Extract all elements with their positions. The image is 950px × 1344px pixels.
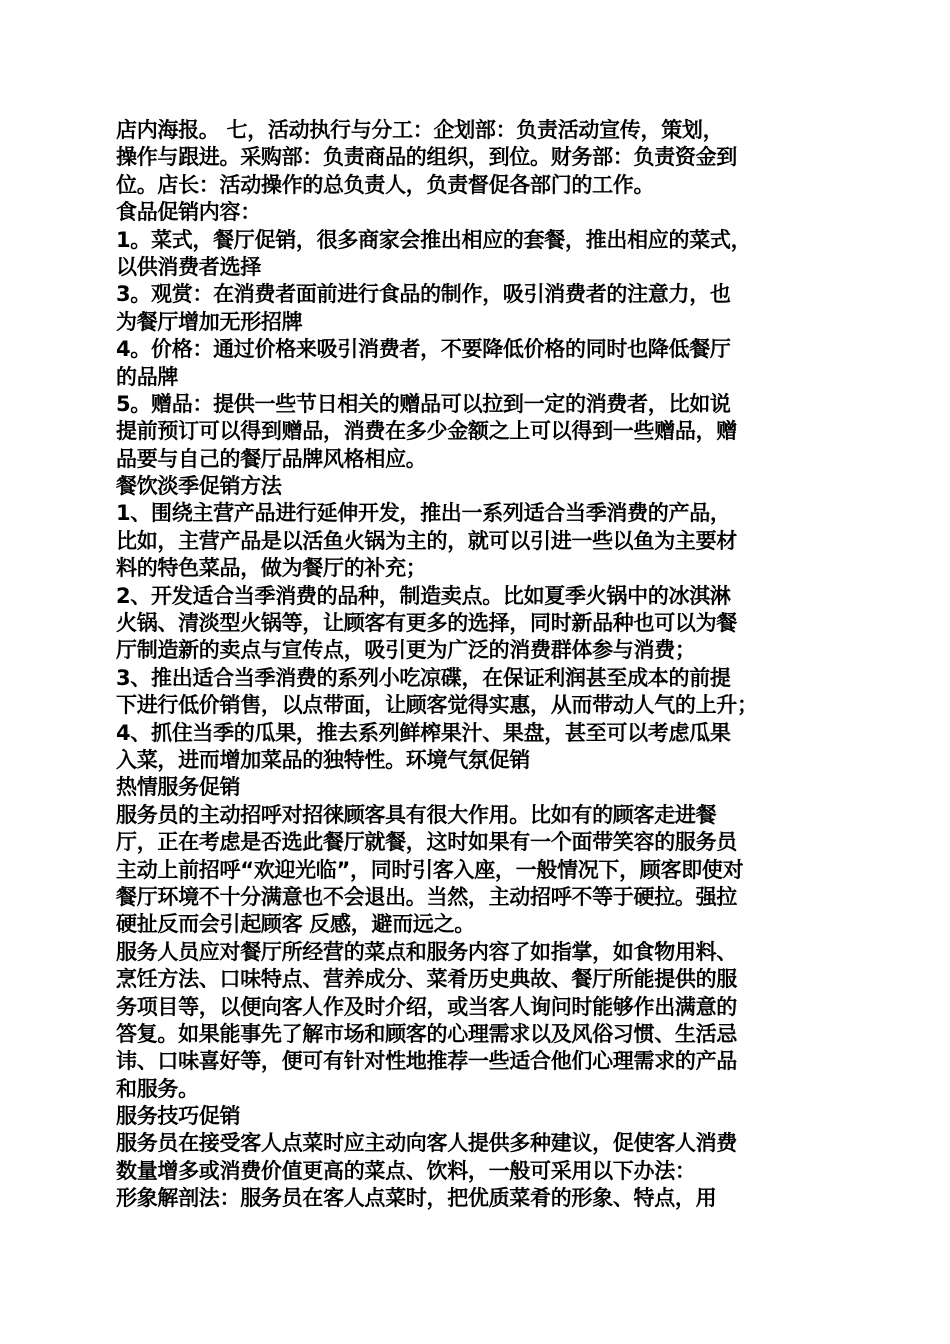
text-line: 热情服务促销 <box>116 775 241 800</box>
text-line: 服务技巧促销 <box>116 1104 241 1129</box>
document-body <box>116 117 846 1213</box>
text-line: 1。菜式，餐厅促销，很多商家会推出相应的套餐，推出相应的菜式， <box>116 227 752 252</box>
text-line: 和服务。 <box>116 1076 199 1101</box>
text-line: 食品促销内容： <box>116 200 261 225</box>
text-line: 餐厅环境不十分满意也不会退出。当然，主动招呼不等于硬拉。强拉 <box>116 884 737 909</box>
text-line: 操作与跟进。采购部：负责商品的组织，到位。财务部：负责资金到 <box>116 145 737 170</box>
text-line: 品要与自己的餐厅品牌风格相应。 <box>116 446 427 471</box>
text-line: 位。店长：活动操作的总负责人，负责督促各部门的工作。 <box>116 172 655 197</box>
text-line: 数量增多或消费价值更高的菜点、饮料，一般可采用以下办法： <box>116 1158 696 1183</box>
text-line: 料的特色菜品，做为餐厅的补充； <box>116 556 427 581</box>
text-line: 餐饮淡季促销方法 <box>116 474 282 499</box>
text-line: 的品牌 <box>116 364 179 389</box>
text-line: 4。价格：通过价格来吸引消费者，不要降低价格的同时也降低餐厅 <box>116 337 731 362</box>
text-line: 服务员的主动招呼对招徕顾客具有很大作用。比如有的顾客走进餐 <box>116 802 717 827</box>
text-line: 烹饪方法、口味特点、营养成分、菜肴历史典故、餐厅所能提供的服 <box>116 967 737 992</box>
text-line: 3。观赏：在消费者面前进行食品的制作，吸引消费者的注意力，也 <box>116 282 731 307</box>
text-line: 主动上前招呼“欢迎光临”，同时引客入座，一般情况下，顾客即使对 <box>116 857 744 882</box>
text-line: 形象解剖法：服务员在客人点菜时，把优质菜肴的形象、特点，用 <box>116 1186 717 1211</box>
text-line: 硬扯反而会引起顾客 反感，避而远之。 <box>116 912 475 937</box>
text-line: 务项目等，以便向客人作及时介绍，或当客人询问时能够作出满意的 <box>116 994 737 1019</box>
text-line: 3、推出适合当季消费的系列小吃凉碟，在保证利润甚至成本的前提 <box>116 665 731 690</box>
text-line: 下进行低价销售，以点带面，让顾客觉得实惠，从而带动人气的上升； <box>116 693 758 718</box>
text-line: 入菜，进而增加菜品的独特性。环境气氛促销 <box>116 747 530 772</box>
text-line: 以供消费者选择 <box>116 254 261 279</box>
text-line: 火锅、清淡型火锅等，让顾客有更多的选择，同时新品种也可以为餐 <box>116 611 737 636</box>
text-line: 4、抓住当季的瓜果，推去系列鲜榨果汁、果盘，甚至可以考虑瓜果 <box>116 720 731 745</box>
text-line: 为餐厅增加无形招牌 <box>116 309 303 334</box>
text-line: 答复。如果能事先了解市场和顾客的心理需求以及风俗习惯、生活忌 <box>116 1021 737 1046</box>
text-line: 厅制造新的卖点与宣传点，吸引更为广泛的消费群体参与消费； <box>116 638 696 663</box>
text-line: 服务员在接受客人点菜时应主动向客人提供多种建议，促使客人消费 <box>116 1131 737 1156</box>
text-line: 厅，正在考虑是否选此餐厅就餐，这时如果有一个面带笑容的服务员 <box>116 830 737 855</box>
text-line: 比如，主营产品是以活鱼火锅为主的，就可以引进一些以鱼为主要材 <box>116 528 737 553</box>
text-line: 2、开发适合当季消费的品种，制造卖点。比如夏季火锅中的冰淇淋 <box>116 583 731 608</box>
text-line: 5。赠品：提供一些节日相关的赠品可以拉到一定的消费者，比如说 <box>116 391 731 416</box>
text-line: 1、围绕主营产品进行延伸开发，推出一系列适合当季消费的产品， <box>116 501 731 526</box>
text-line: 讳、口味喜好等，便可有针对性地推荐一些适合他们心理需求的产品 <box>116 1049 737 1074</box>
text-line: 店内海报。 七，活动执行与分工：企划部：负责活动宣传，策划， <box>116 118 724 142</box>
text-line: 提前预订可以得到赠品，消费在多少金额之上可以得到一些赠品，赠 <box>116 419 737 444</box>
text-line: 服务人员应对餐厅所经营的菜点和服务内容了如指掌，如食物用料、 <box>116 939 737 964</box>
